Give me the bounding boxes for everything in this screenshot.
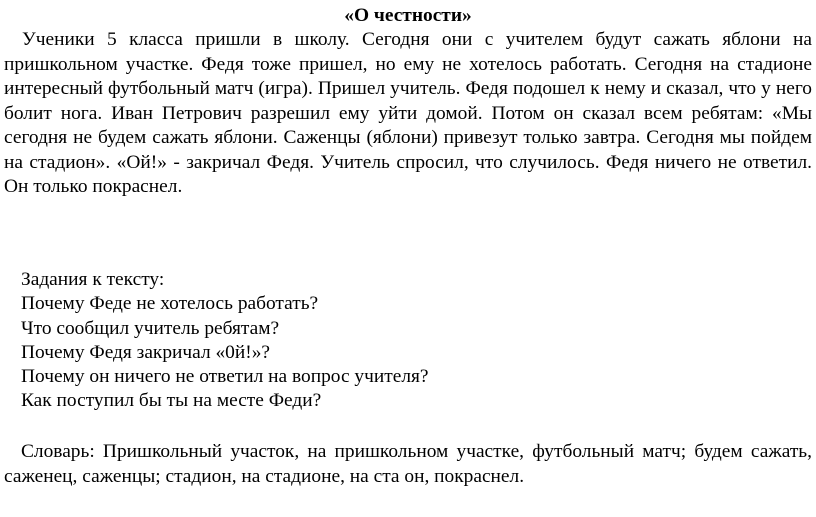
tasks-list <box>21 268 801 414</box>
task-question: Почему он ничего не ответил на вопрос учителя? <box>21 366 429 388</box>
tasks-heading: Задания к тексту: <box>21 269 165 290</box>
document-title: «О честности» <box>344 5 472 26</box>
task-question: Как поступил бы ты на месте Феди? <box>21 390 322 412</box>
story-paragraph: Ученики 5 класса пришли в школу. Сегодня они с учителем будут сажать яблони на пришкольном участке. Федя тоже пришел, но ему не хотелось работать. Сегодня на стадионе интересный футбольный матч (игра). Пришел учитель. Федя подошел к нему и сказал, что у него болит нога. Иван Петрович разрешил ему уйти домой. Потом он сказал всем ребятам: «Мы сегодня не будем сажать яблони. Саженцы (яблони) привезут только завтра. Сегодня мы пойдем на стадион». «Ой!» - закричал Федя. Учитель спросил, что случилось. Федя ничего не ответил. Он только покраснел. <box>4 29 812 197</box>
vocabulary-paragraph: Словарь: Пришкольный участок, на пришкольном участке, футбольный матч; будем сажать, саженец, саженцы; стадион, на стадионе, на ста он, покраснел. <box>4 441 812 487</box>
task-question: Почему Федя закричал «0й!»? <box>21 341 271 363</box>
task-question: Что сообщил учитель ребятам? <box>21 317 280 339</box>
task-question: Почему Феде не хотелось работать? <box>21 293 319 315</box>
